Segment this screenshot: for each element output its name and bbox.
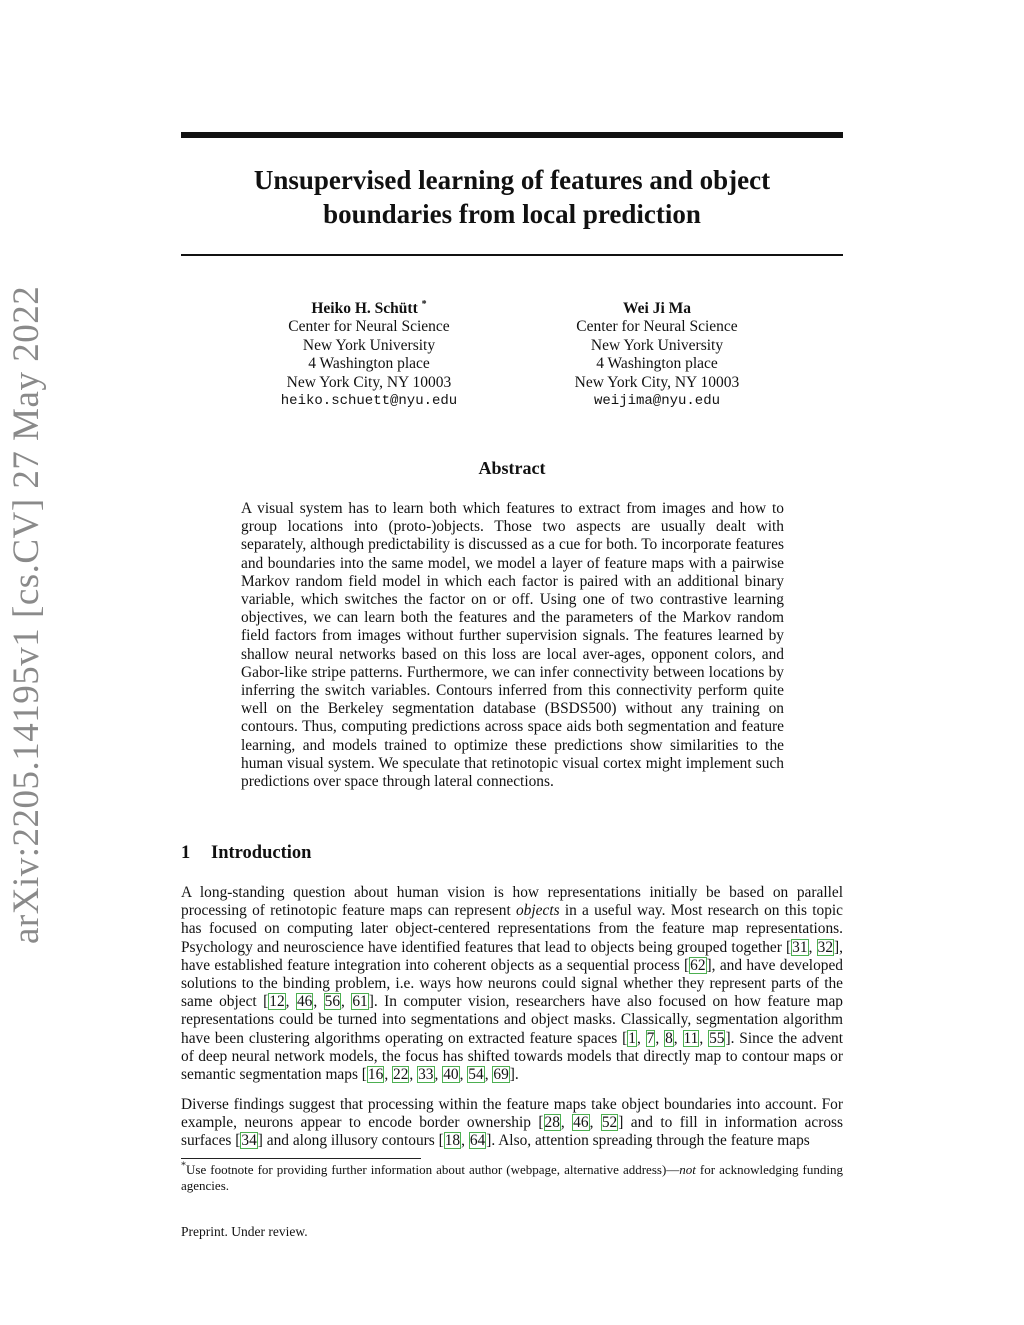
citation-link[interactable]: 7 [646,1029,655,1047]
author-address: New York City, NY 10003 [574,373,740,391]
author-email: weijima@nyu.edu [593,393,721,410]
page-footer: Preprint. Under review. [181,1224,308,1239]
author-name: Wei Ji Ma [622,300,692,317]
author-address: 4 Washington place [596,355,718,373]
citation-link[interactable]: 61 [352,993,368,1011]
citation-link[interactable]: 12 [269,993,285,1011]
citation-link[interactable]: 18 [444,1132,461,1150]
citation-link[interactable]: 40 [443,1066,459,1084]
section-heading [181,843,311,864]
citation-link[interactable]: 28 [544,1114,560,1132]
section-number: 1 [181,843,191,863]
author-name: Heiko H. Schütt * [311,298,427,317]
citation-link[interactable]: 8 [665,1029,673,1047]
author-affiliation: Center for Neural Science [576,318,738,336]
author-address: 4 Washington place [308,355,430,373]
citation-link[interactable]: 56 [324,993,341,1011]
title-line-2: boundaries from local prediction [323,199,701,229]
title-line-1: Unsupervised learning of features and object [253,165,771,195]
citation-link[interactable]: 62 [690,956,706,974]
title-bottom-rule [181,254,843,256]
arxiv-identifier: arXiv:2205.14195v1 [cs.CV] 27 May 2022 [6,285,47,944]
citation-link[interactable]: 52 [601,1114,618,1132]
footnote-mark: * [181,1160,186,1172]
citation-link[interactable]: 32 [817,938,834,956]
citation-link[interactable]: 64 [469,1132,486,1150]
citation-link[interactable]: 31 [792,938,808,956]
citation-link[interactable]: 11 [683,1029,699,1047]
author-address: New York City, NY 10003 [286,373,452,391]
emphasis: not [679,1162,696,1177]
author-email: heiko.schuett@nyu.edu [280,393,458,410]
author-affiliation: Center for Neural Science [288,318,450,336]
footnote: *Use footnote for providing further information about author (webpage, alternative address)—not for acknowledging funding agencies. [181,1160,843,1193]
citation-link[interactable]: 55 [709,1029,725,1047]
abstract-heading: Abstract [478,458,546,478]
abstract-text: A visual system has to learn both which features to extract from images and how to group locations into (proto-)objects. Those two aspects are usually dealt with separately, although predictability is discussed as a cue for both. To incorporate features and boundaries into the same model, we model a layer of feature maps with a pairwise Markov random field model in which each factor is paired with an additional binary variable, which switches the factor on or off. Using one of two contrastive learning objectives, we can learn both the features and the parameters of the Markov random field factors from images without further supervision signals. The features learned by shallow neural networks based on this loss are local aver-ages, opponent colors, and Gabor-like stripe patterns. Furthermore, we can infer connectivity between locations by inferring the switch variables. Contours inferred from this connectivity perform quite well on the Berkeley segmentation database (BSDS500) without any training on contours. Thus, computing predictions across space aids both segmentation and feature learning, and models trained to optimize these predictions show similarities to the human visual system. We speculate that retinotopic visual cortex might implement such predictions over space through lateral connections. [241,500,784,791]
citation-link[interactable]: 16 [367,1066,384,1084]
citation-link[interactable]: 33 [418,1066,434,1084]
author-block-2 [517,300,797,410]
intro-paragraph-2: Diverse findings suggest that processing within the feature maps take object boundaries into account. For example, neurons appear to encode border ownership [28, 46, 52] and to fill in information across surfaces [34] and along illusory contours [18, 64]. Also, attention spreading through the feature maps [181,1096,844,1150]
title-top-rule [181,132,843,138]
citation-link[interactable]: 46 [296,993,313,1011]
citation-link[interactable]: 22 [393,1066,409,1084]
footnote-rule [181,1158,421,1159]
citation-link[interactable]: 34 [241,1132,257,1150]
author-block-1 [229,300,509,410]
author-affiliation: New York University [302,336,436,354]
emphasis: objects [515,902,560,920]
citation-link[interactable]: 46 [573,1114,589,1132]
citation-link[interactable]: 69 [493,1066,509,1084]
citation-link[interactable]: 1 [628,1029,636,1047]
paper-title [181,163,843,231]
author-affiliation: New York University [590,336,724,354]
section-title: Introduction [211,843,312,863]
intro-paragraph-1: A long-standing question about human vision is how representations initially be based on parallel processing of retinotopic feature maps can represent objects in a useful way. Most research on this topic has focused on computing later object-centered representations from the feature map representations. Psychology and neuroscience have identified features that lead to objects being grouped together [31, 32], have established feature integration into coherent objects as a sequential process [62], and have developed solutions to the binding problem, i.e. ways how neurons could signal whether they represent parts of the same object [12, 46, 56, 61]. In computer vision, researchers have also focused on how feature map representations could be turned into segmentations and object masks. Classically, segmentation algorithm have been clustering algorithms operating on extracted feature spaces [1, 7, 8, 11, 55]. Since the advent of deep neural network models, the focus has shifted towards models that directly map to contour maps or semantic segmentation maps [16, 22, 33, 40, 54, 69]. [181,884,844,1084]
footnote-mark: * [421,298,427,310]
citation-link[interactable]: 54 [468,1066,484,1084]
